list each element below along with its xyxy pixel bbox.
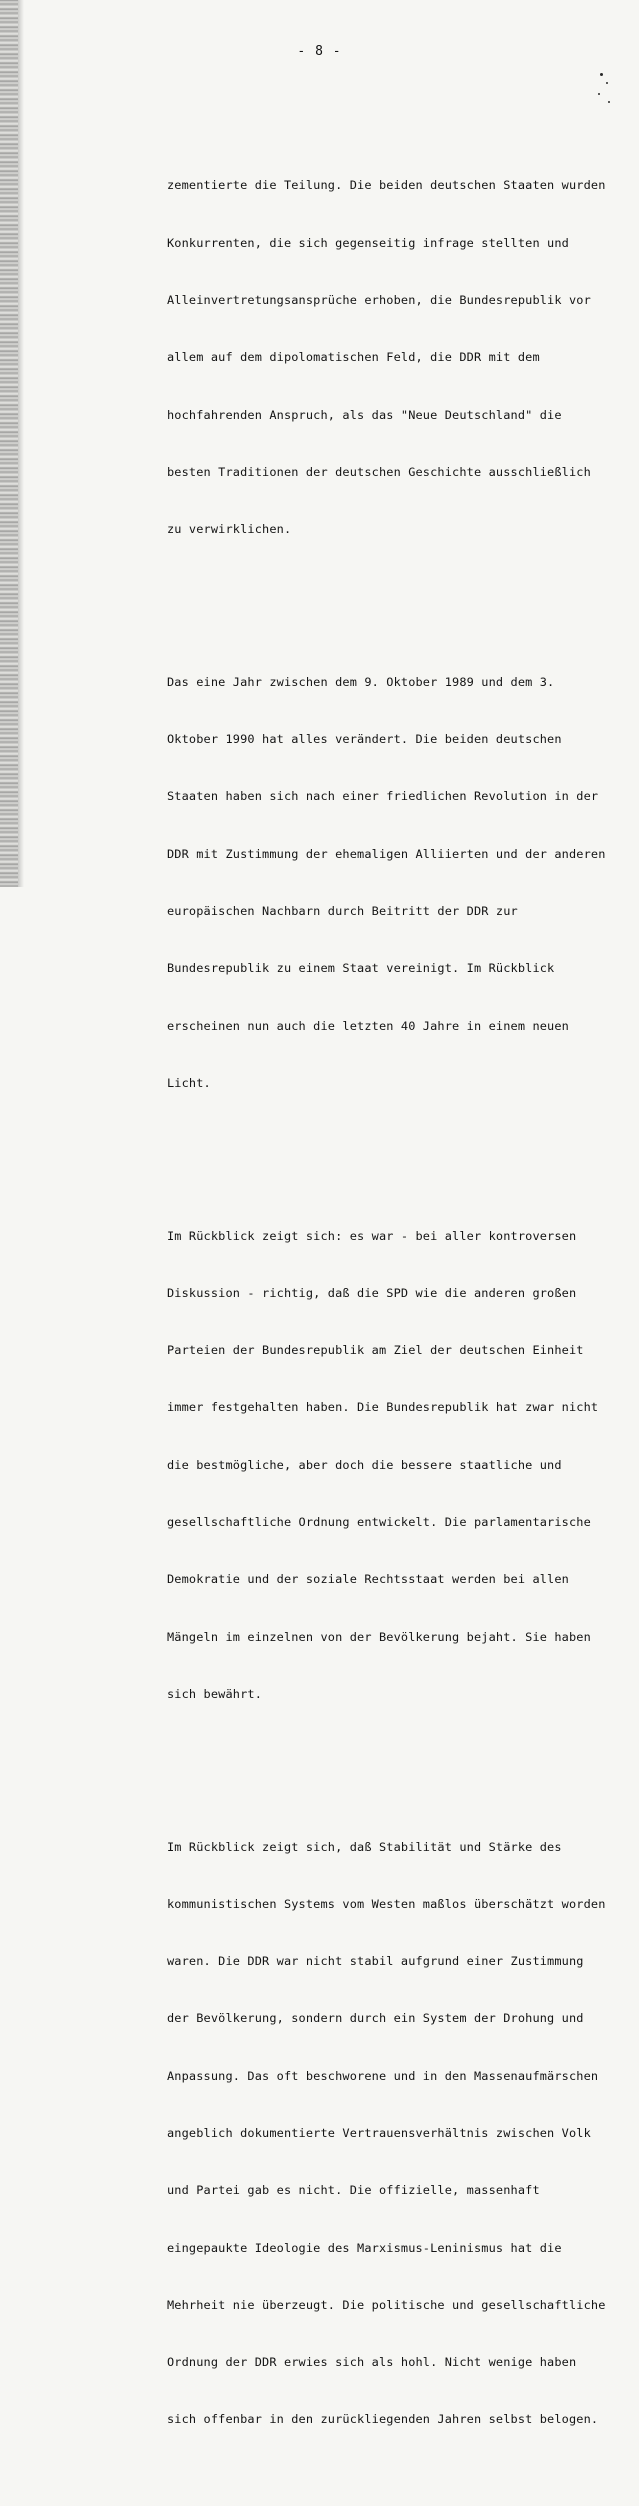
text-line: Bundesrepublik zu einem Staat vereinigt. Im Rückblick: [167, 961, 555, 976]
text-line: allem auf dem dipolomatischen Feld, die DDR mit dem: [167, 350, 540, 365]
text-line: hochfahrenden Anspruch, als das "Neue Deutschland" die: [167, 407, 562, 422]
scan-speck: [600, 73, 603, 76]
page-number: - 8 -: [297, 44, 342, 59]
text-line: eingepaukte Ideologie des Marxismus-Leninismus hat die: [167, 2240, 562, 2255]
text-line: Staaten haben sich nach einer friedlichen Revolution in der: [167, 789, 599, 804]
paragraph-3: [167, 1188, 617, 1742]
text-line: Mängeln im einzelnen von der Bevölkerung bejaht. Sie haben: [167, 1629, 591, 1644]
text-line: die bestmögliche, aber doch die bessere staatliche und: [167, 1457, 562, 1472]
text-line: Mehrheit nie überzeugt. Die politische und gesellschaftliche: [167, 2297, 606, 2312]
paragraph-2: [167, 635, 617, 1131]
text-line: europäischen Nachbarn durch Beitritt der DDR zur: [167, 903, 518, 918]
text-line: Anpassung. Das oft beschworene und in den Massenaufmärschen: [167, 2068, 599, 2083]
text-line: Alleinvertretungsansprüche erhoben, die Bundesrepublik vor: [167, 292, 591, 307]
text-line: Licht.: [167, 1075, 211, 1090]
text-line: Im Rückblick zeigt sich: es war - bei aller kontroversen: [167, 1228, 577, 1243]
text-line: und Partei gab es nicht. Die offizielle, massenhaft: [167, 2183, 540, 2198]
text-line: waren. Die DDR war nicht stabil aufgrund einer Zustimmung: [167, 1954, 584, 1969]
scan-shadow-edge: [0, 0, 18, 887]
scan-speck: [606, 82, 608, 84]
text-line: DDR mit Zustimmung der ehemaligen Alliierten und der anderen: [167, 846, 606, 861]
text-line: besten Traditionen der deutschen Geschichte ausschließlich: [167, 464, 591, 479]
text-line: Das eine Jahr zwischen dem 9. Oktober 1989 und dem 3.: [167, 674, 555, 689]
text-line: erscheinen nun auch die letzten 40 Jahre in einem neuen: [167, 1018, 569, 1033]
text-line: sich bewährt.: [167, 1686, 263, 1701]
text-line: Ordnung der DDR erwies sich als hohl. Nicht wenige haben: [167, 2355, 577, 2370]
text-line: angeblich dokumentierte Vertrauensverhältnis zwischen Volk: [167, 2125, 591, 2140]
text-line: der Bevölkerung, sondern durch ein System der Drohung und: [167, 2011, 584, 2026]
scan-speck: [598, 93, 600, 95]
text-line: immer festgehalten haben. Die Bundesrepublik hat zwar nicht: [167, 1400, 599, 1415]
text-line: Demokratie und der soziale Rechtsstaat werden bei allen: [167, 1572, 569, 1587]
text-line: Oktober 1990 hat alles verändert. Die beiden deutschen: [167, 732, 562, 747]
paragraph-4: [167, 1799, 617, 2467]
text-line: gesellschaftliche Ordnung entwickelt. Die parlamentarische: [167, 1514, 591, 1529]
text-line: Parteien der Bundesrepublik am Ziel der deutschen Einheit: [167, 1343, 584, 1358]
text-line: Konkurrenten, die sich gegenseitig infrage stellten und: [167, 235, 569, 250]
text-line: zu verwirklichen.: [167, 522, 292, 537]
document-body: [167, 100, 617, 2506]
text-line: sich offenbar in den zurückliegenden Jahren selbst belogen.: [167, 2412, 599, 2427]
scan-shadow-gradient: [18, 0, 24, 887]
paragraph-1: [167, 138, 617, 577]
text-line: Diskussion - richtig, daß die SPD wie die anderen großen: [167, 1285, 577, 1300]
text-line: zementierte die Teilung. Die beiden deutschen Staaten wurden: [167, 178, 606, 193]
text-line: Im Rückblick zeigt sich, daß Stabilität und Stärke des: [167, 1839, 562, 1854]
text-line: kommunistischen Systems vom Westen maßlos überschätzt worden: [167, 1896, 606, 1911]
